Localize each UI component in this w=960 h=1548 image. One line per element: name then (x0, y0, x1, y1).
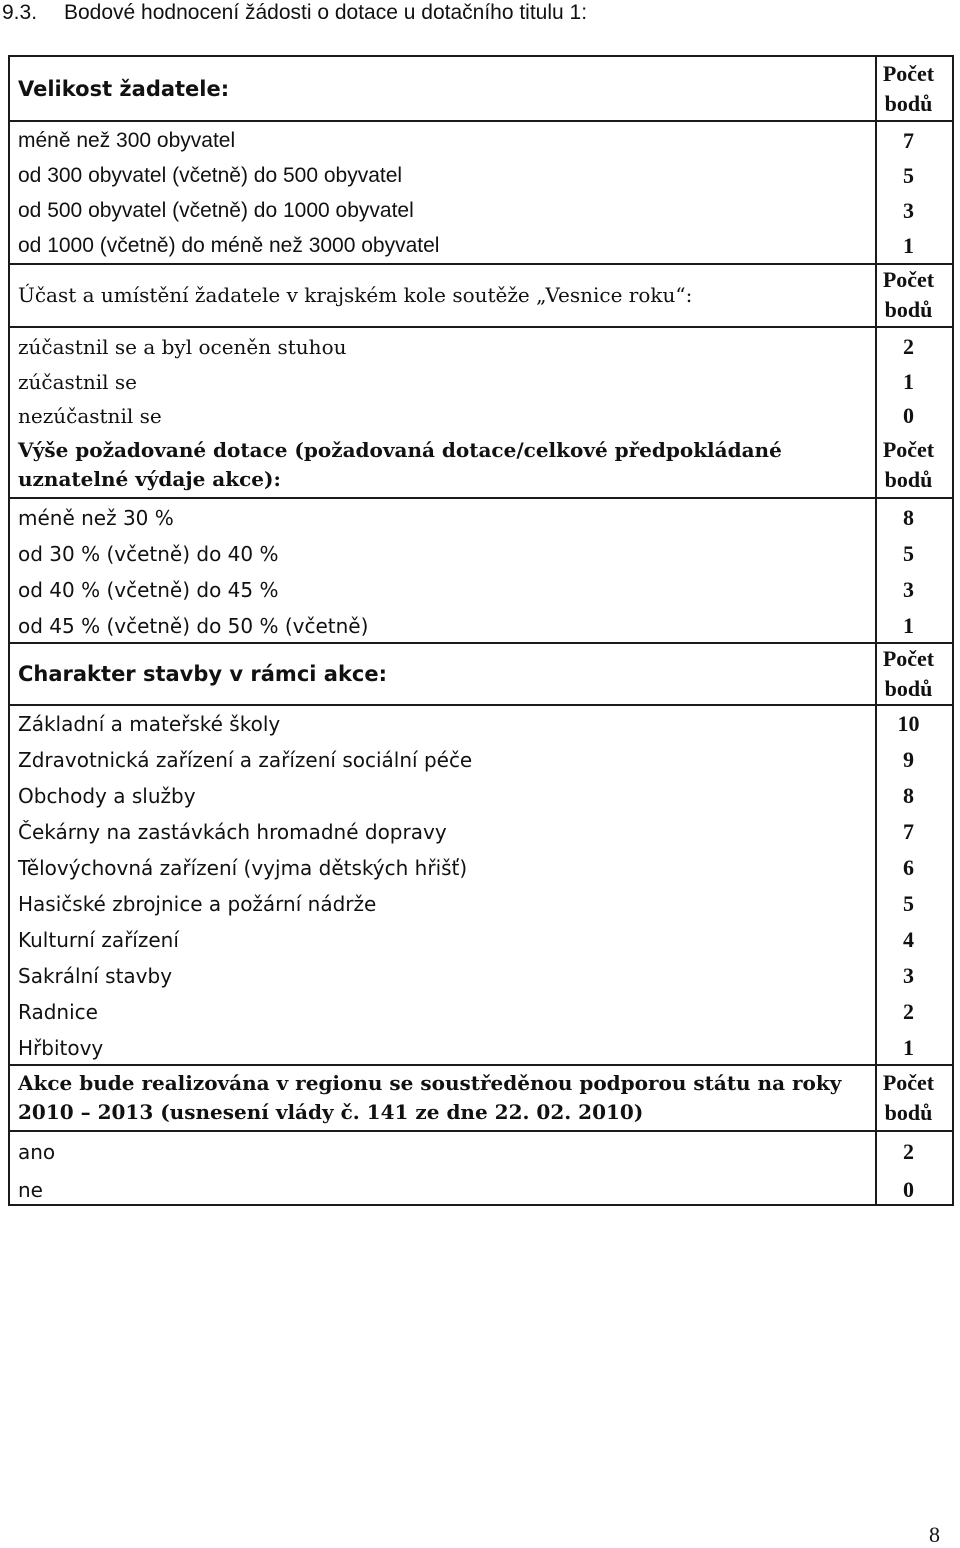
page-number: 8 (929, 1522, 940, 1547)
row-points: 6 (903, 855, 914, 880)
table-row (10, 886, 952, 922)
row-label: Základní a mateřské školy (18, 712, 281, 736)
table-row (10, 158, 952, 194)
row-points: 2 (903, 1139, 914, 1164)
group-title: Charakter stavby v rámci akce: (18, 661, 387, 686)
group-header-applicant-size (10, 59, 952, 119)
table-row (10, 814, 952, 850)
row-divider (10, 120, 952, 122)
section-title: Bodové hodnocení žádosti o dotace u dotačního titulu 1: (64, 1, 588, 24)
row-label: Hasičské zbrojnice a požární nádrže (18, 892, 377, 916)
row-label: od 30 % (včetně) do 40 % (18, 542, 279, 566)
table-row (10, 536, 952, 572)
row-points: 1 (903, 369, 914, 394)
row-points: 7 (903, 819, 914, 844)
row-label: méně než 300 obyvatel (18, 129, 236, 152)
points-header: Počet bodů (882, 61, 935, 116)
row-points: 3 (903, 577, 914, 602)
points-header: Počet bodů (882, 267, 935, 322)
scoring-table (8, 55, 954, 1206)
row-points: 8 (903, 505, 914, 530)
table-row (10, 1030, 952, 1066)
table-row (10, 194, 952, 228)
row-divider (10, 1130, 952, 1132)
row-points: 3 (903, 963, 914, 988)
points-header: Počet bodů (882, 1070, 935, 1125)
table-row (10, 399, 952, 433)
table-row (10, 124, 952, 158)
points-header: Počet bodů (882, 646, 935, 701)
table-row (10, 365, 952, 399)
group-title: Velikost žadatele: (18, 76, 230, 101)
table-row (10, 329, 952, 365)
row-label: od 1000 (včetně) do méně než 3000 obyvatel (18, 234, 440, 257)
points-header: Počet bodů (882, 437, 935, 492)
row-points: 0 (903, 403, 914, 428)
row-points: 4 (903, 927, 914, 952)
group-title: Účast a umístění žadatele v krajském kole soutěže „Vesnice roku“: (18, 282, 693, 307)
row-label: od 500 obyvatel (včetně) do 1000 obyvatel (18, 199, 414, 222)
table-row (10, 958, 952, 994)
table-row (10, 228, 952, 264)
group-title: Výše požadované dotace (požadovaná dotace/celkové předpokládané uznatelné výdaje akce): (18, 438, 782, 491)
row-label: ano (18, 1140, 56, 1164)
table-row (10, 706, 952, 742)
row-label: zúčastnil se a byl oceněn stuhou (18, 335, 347, 359)
table-row (10, 742, 952, 778)
row-points: 1 (903, 233, 914, 258)
row-label: Tělovýchovná zařízení (vyjma dětských hřišť) (18, 856, 468, 880)
row-points: 9 (903, 747, 914, 772)
row-points: 0 (903, 1177, 914, 1202)
row-label: ne (18, 1178, 43, 1202)
row-points: 5 (903, 163, 914, 188)
table-row (10, 778, 952, 814)
table-row (10, 608, 952, 644)
table-row (10, 850, 952, 886)
group-title: Akce bude realizována v regionu se soustředěnou podporou státu na roky 2010 – 2013 (usnesení vlády č. 141 ze dne 22. 02. 2010) (18, 1071, 842, 1124)
group-header-subsidy-amount (10, 435, 952, 495)
row-points: 1 (903, 1035, 914, 1060)
section-heading (0, 0, 960, 30)
row-points: 2 (903, 999, 914, 1024)
table-row (10, 1171, 952, 1209)
row-points: 8 (903, 783, 914, 808)
row-points: 1 (903, 613, 914, 638)
row-divider (10, 497, 952, 499)
row-label: Sakrální stavby (18, 964, 173, 988)
row-label: od 300 obyvatel (včetně) do 500 obyvatel (18, 164, 403, 187)
table-row (10, 500, 952, 536)
row-label: nezúčastnil se (18, 404, 162, 428)
row-label: od 40 % (včetně) do 45 % (18, 578, 279, 602)
row-label: Zdravotnická zařízení a zařízení sociální péče (18, 748, 473, 772)
group-header-building-type (10, 644, 952, 704)
row-points: 5 (903, 891, 914, 916)
row-label: Čekárny na zastávkách hromadné dopravy (18, 820, 447, 844)
row-points: 3 (903, 198, 914, 223)
section-number: 9.3. (2, 1, 38, 24)
row-label: Hřbitovy (18, 1036, 104, 1060)
table-row (10, 1133, 952, 1171)
row-points: 5 (903, 541, 914, 566)
row-label: Radnice (18, 1000, 98, 1024)
row-label: méně než 30 % (18, 506, 174, 530)
group-header-region-support (10, 1066, 952, 1130)
row-points: 7 (903, 128, 914, 153)
row-label: Obchody a služby (18, 784, 196, 808)
row-divider (10, 326, 952, 328)
group-header-village-contest (10, 265, 952, 325)
table-row (10, 922, 952, 958)
table-row (10, 994, 952, 1030)
row-label: od 45 % (včetně) do 50 % (včetně) (18, 614, 369, 638)
table-row (10, 572, 952, 608)
row-points: 2 (903, 334, 914, 359)
row-points: 10 (897, 711, 920, 736)
row-label: zúčastnil se (18, 370, 137, 394)
row-label: Kulturní zařízení (18, 928, 179, 952)
